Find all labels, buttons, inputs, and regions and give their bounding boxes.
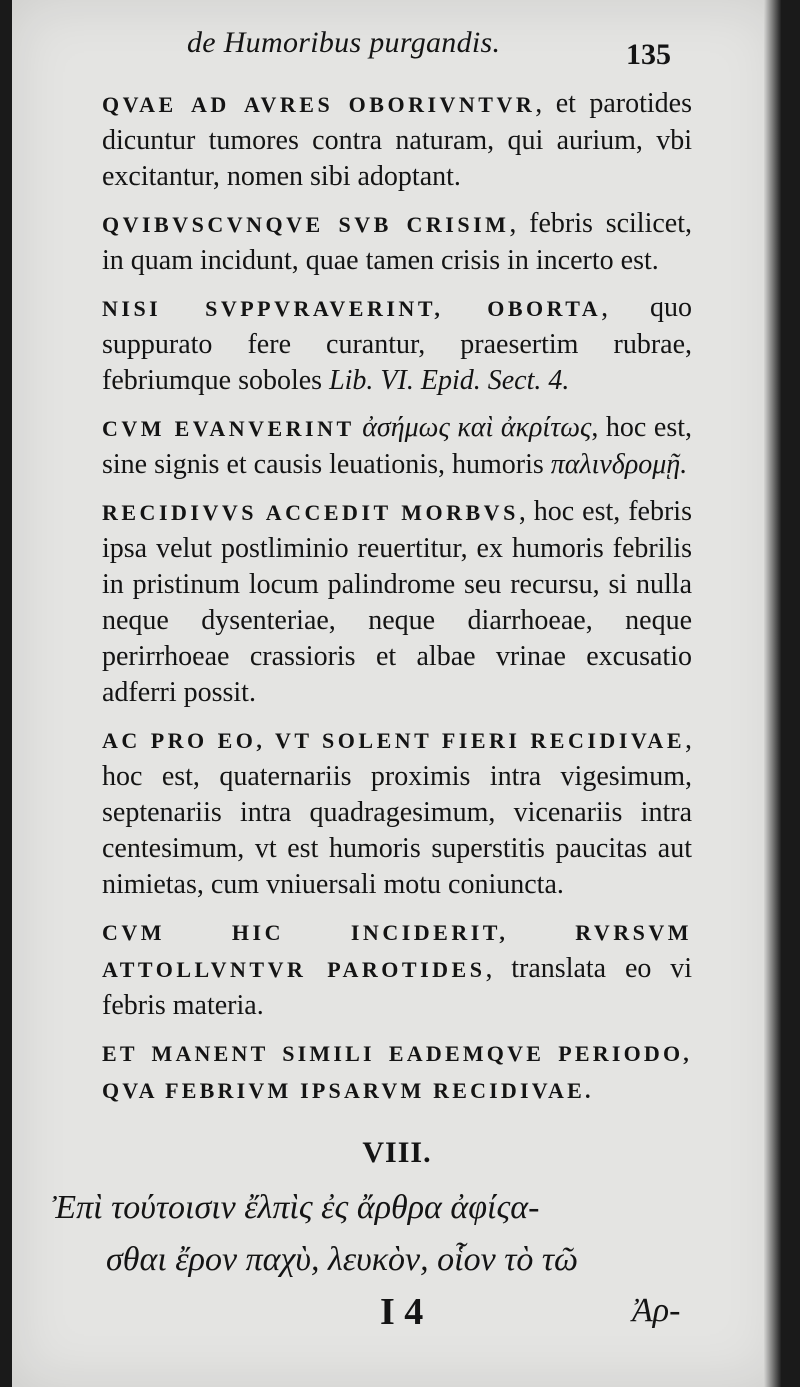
running-head-title: de Humoribus purgandis. xyxy=(187,26,501,59)
paragraph-1 xyxy=(52,86,692,195)
lemma: ET MANENT SIMILI EADEMQVE PERIODO, QVA FEBRIVM IPSARVM RECIDIVAE. xyxy=(102,1041,692,1103)
paragraph-6 xyxy=(52,722,692,903)
page-edge-shadow xyxy=(764,0,782,1387)
lemma: QVAE AD AVRES OBORIVNTVR xyxy=(102,92,536,117)
catchword: Ἀρ- xyxy=(632,1292,681,1329)
paragraph-text: , translata eo vi febris materia. xyxy=(102,953,692,1021)
paragraph-text: , et parotides dicuntur tumores contra naturam, qui aurium, vbi excitantur, nomen sibi adoptant. xyxy=(102,88,692,192)
lemma: AC PRO EO, VT SOLENT FIERI RECIDIVAE xyxy=(102,728,685,753)
book-page xyxy=(12,0,782,1387)
lemma: RECIDIVVS ACCEDIT MORBVS xyxy=(102,500,519,525)
paragraph-2 xyxy=(52,206,692,279)
greek-line-2: σθαι ἔρον παχὺ, λευκὸν, οἷον τὸ τῶ xyxy=(106,1241,579,1278)
paragraph-text: , hoc est, quaternariis proximis intra vigesimum, septenariis intra quadragesimum, vicenariis intra centesimum, vt est humoris superstitis paucitas aut nimietas, cum vniuersali motu coniuncta. xyxy=(102,724,692,900)
paragraph-5 xyxy=(52,494,692,711)
paragraph-text: , quo suppurato fere curantur, praesertim rubrae, febriumque soboles xyxy=(102,292,692,396)
paragraph-text: , hoc est, sine signis et causis leuationis, humoris xyxy=(102,412,692,480)
greek-phrase: ἀσήμως καὶ ἀκρίτως xyxy=(362,412,592,443)
paragraph-text: , hoc est, febris ipsa velut postliminio reuertitur, ex humoris febrilis in pristinum locum palindrome seu recursu, si nulla neque dysenteriae, neque diarrhoeae, neque perirrhoeae crassioris et albae vrinae excusatio adferri possit. xyxy=(102,496,692,708)
section-number: VIII. xyxy=(362,1136,432,1169)
paragraph-4 xyxy=(52,410,692,483)
paragraph-text: , febris scilicet, in quam incidunt, quae tamen crisis in incerto est. xyxy=(102,208,692,276)
paragraph-8 xyxy=(52,1035,692,1109)
greek-line-1: Ἐπὶ τούτοισιν ἔλπὶς ἐς ἄρθρα ἀφίςα- xyxy=(52,1189,540,1226)
lemma: CVM HIC INCIDERIT, RVRSVM ATTOLLVNTVR PAROTIDES xyxy=(102,920,692,982)
lemma: NISI SVPPVRAVERINT, OBORTA xyxy=(102,296,602,321)
paragraph-7 xyxy=(52,914,692,1024)
reference: Lib. VI. Epid. Sect. 4. xyxy=(329,365,570,396)
page-footer xyxy=(52,1290,692,1340)
signature-mark: I 4 xyxy=(380,1291,424,1333)
greek-word: παλινδρομῇ. xyxy=(550,449,688,480)
running-head xyxy=(12,22,782,72)
commentary-body xyxy=(52,86,692,1120)
paragraph-3 xyxy=(52,290,692,399)
page-number: 135 xyxy=(626,38,671,71)
greek-aphorism xyxy=(52,1182,692,1286)
lemma: QVIBVSCVNQVE SVB CRISIM xyxy=(102,212,510,237)
lemma: CVM EVANVERINT xyxy=(102,416,355,441)
